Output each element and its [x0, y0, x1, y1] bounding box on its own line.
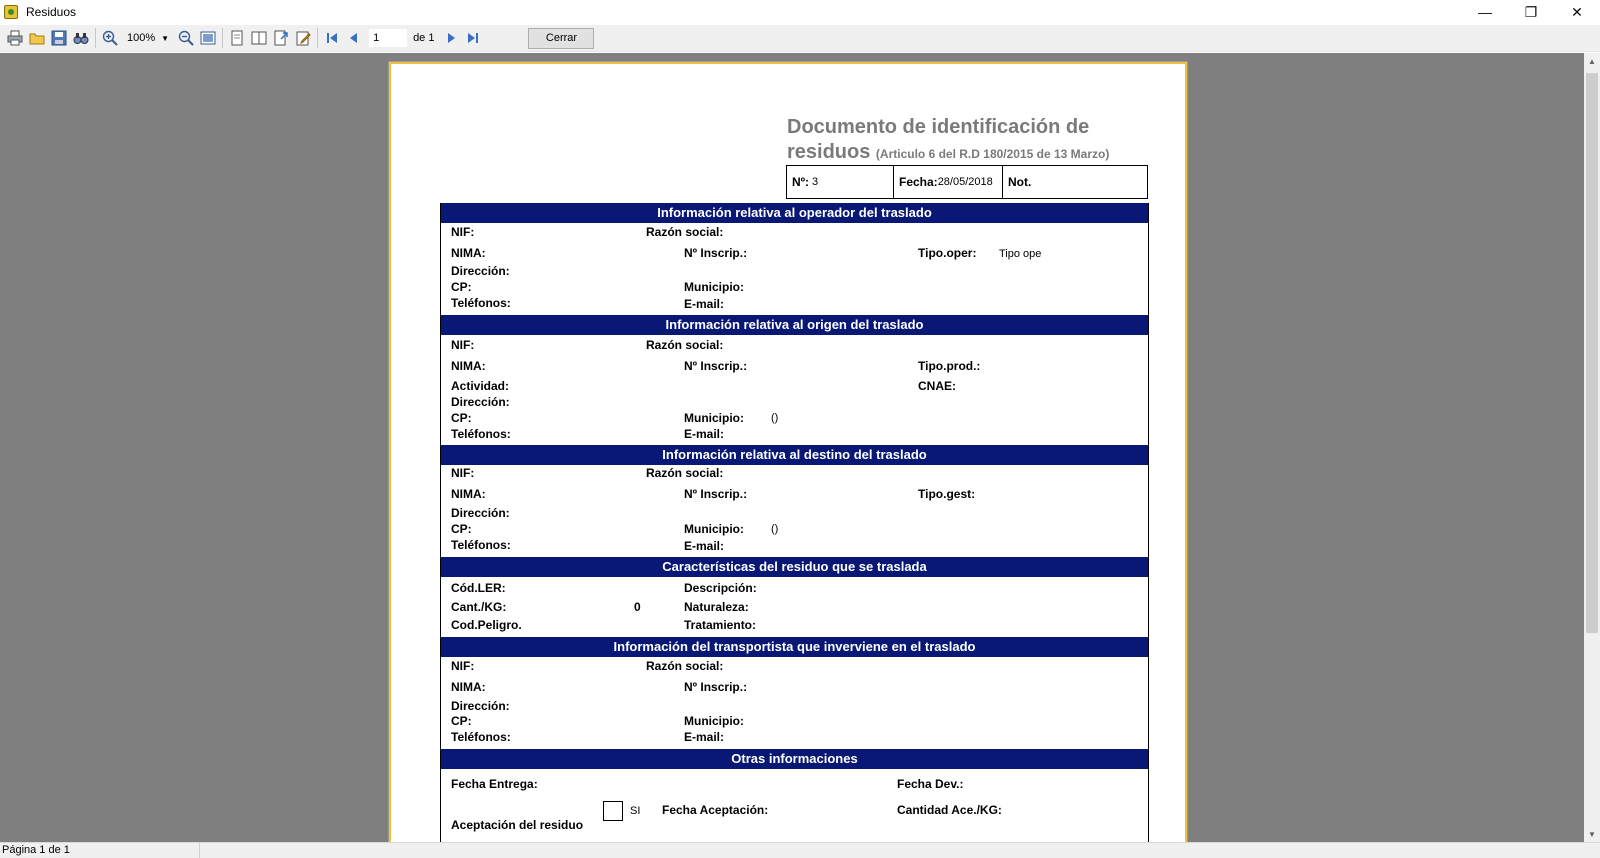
section-title: Información relativa al origen del traslado [441, 315, 1148, 335]
tipo-oper-label: Tipo.oper: [918, 246, 977, 260]
direccion-label: Dirección: [451, 395, 510, 409]
section-title: Otras informaciones [441, 749, 1148, 769]
tipo-oper-value: Tipo ope [999, 248, 1042, 260]
nima-label: NIMA: [451, 246, 486, 260]
restore-button[interactable]: ❐ [1524, 3, 1538, 20]
waste-form [440, 203, 1149, 842]
email-label: E-mail: [684, 730, 725, 744]
telefonos-label: Teléfonos: [451, 538, 511, 552]
not-cell [1003, 166, 1147, 198]
nif-label: NIF: [451, 338, 475, 352]
municipio-label: Municipio: [684, 522, 744, 536]
date-value: 28/05/2018 [937, 176, 993, 188]
fit-page-icon[interactable] [197, 27, 219, 49]
cod-peligro-label: Cod.Peligro. [451, 618, 522, 632]
tipo-prod-label: Tipo.prod.: [918, 359, 981, 373]
not-label: Not. [1008, 175, 1032, 189]
municipio-value: () [771, 523, 779, 535]
section-destino [441, 445, 1148, 557]
inscrip-label: Nº Inscrip.: [684, 680, 748, 694]
nima-label: NIMA: [451, 487, 486, 501]
inscrip-label: Nº Inscrip.: [684, 359, 748, 373]
title-line-2: residuos [787, 141, 871, 163]
municipio-value: () [771, 412, 779, 424]
actividad-label: Actividad: [451, 379, 510, 393]
nif-label: NIF: [451, 659, 475, 673]
cp-label: CP: [451, 522, 472, 536]
toolbar-separator [222, 28, 223, 48]
date-label: Fecha: [899, 175, 938, 189]
next-page-icon[interactable] [440, 27, 462, 49]
fecha-dev-label: Fecha Dev.: [897, 777, 964, 791]
aceptacion-checkbox[interactable] [603, 801, 623, 821]
last-page-icon[interactable] [462, 27, 484, 49]
minimize-button[interactable]: — [1478, 4, 1492, 20]
save-icon[interactable] [48, 27, 70, 49]
scroll-up-icon[interactable]: ▲ [1588, 56, 1596, 66]
municipio-label: Municipio: [684, 411, 744, 425]
nima-label: NIMA: [451, 680, 486, 694]
export-icon[interactable] [270, 27, 292, 49]
print-icon[interactable] [4, 27, 26, 49]
previous-page-icon[interactable] [343, 27, 365, 49]
direccion-label: Dirección: [451, 699, 510, 713]
report-page [389, 62, 1187, 842]
document-title [787, 115, 1167, 167]
page-status: Página 1 de 1 [0, 843, 200, 858]
inscrip-label: Nº Inscrip.: [684, 246, 748, 260]
telefonos-label: Teléfonos: [451, 296, 511, 310]
number-value: 3 [812, 176, 819, 188]
zoom-value: 100% [127, 32, 156, 44]
toolbar-separator [95, 28, 96, 48]
section-title: Información relativa al destino del traslado [441, 445, 1148, 465]
edit-page-icon[interactable] [292, 27, 314, 49]
window-title: Residuos [26, 5, 77, 19]
number-label: Nº: [792, 175, 810, 189]
email-label: E-mail: [684, 539, 725, 553]
telefonos-label: Teléfonos: [451, 427, 511, 441]
section-operador [441, 203, 1148, 315]
two-pages-icon[interactable] [248, 27, 270, 49]
cp-label: CP: [451, 714, 472, 728]
naturaleza-label: Naturaleza: [684, 600, 749, 614]
email-label: E-mail: [684, 297, 725, 311]
document-subtitle: (Articulo 6 del R.D 180/2015 de 13 Marzo) [875, 147, 1110, 161]
scroll-down-icon[interactable]: ▼ [1588, 829, 1596, 839]
section-transportista [441, 637, 1148, 749]
section-title: Información relativa al operador del traslado [441, 203, 1148, 223]
aceptacion-residuo-label: Aceptación del residuo [451, 818, 584, 832]
nima-label: NIMA: [451, 359, 486, 373]
document-header-box [786, 165, 1148, 199]
open-folder-icon[interactable] [26, 27, 48, 49]
find-binoculars-icon[interactable] [70, 27, 92, 49]
razon-social-label: Razón social: [646, 225, 724, 239]
chevron-down-icon: ▼ [161, 33, 170, 43]
razon-social-label: Razón social: [646, 659, 724, 673]
tratamiento-label: Tratamiento: [684, 618, 757, 632]
status-bar [0, 842, 1600, 858]
page-number-input[interactable] [369, 29, 407, 47]
inscrip-label: Nº Inscrip.: [684, 487, 748, 501]
window-controls [1462, 0, 1600, 24]
tipo-gest-label: Tipo.gest: [918, 487, 976, 501]
razon-social-label: Razón social: [646, 338, 724, 352]
nif-label: NIF: [451, 466, 475, 480]
zoom-out-icon[interactable] [175, 27, 197, 49]
cantidad-ace-label: Cantidad Ace./KG: [897, 803, 1002, 817]
municipio-label: Municipio: [684, 280, 744, 294]
preview-area[interactable] [0, 53, 1584, 842]
title-line-1: Documento de identificación de [787, 116, 1090, 138]
cp-label: CP: [451, 280, 472, 294]
nif-label: NIF: [451, 225, 475, 239]
toolbar-separator [317, 28, 318, 48]
title-bar [0, 0, 1600, 24]
toolbar [0, 25, 1600, 52]
telefonos-label: Teléfonos: [451, 730, 511, 744]
descripcion-label: Descripción: [684, 581, 757, 595]
zoom-in-icon[interactable] [99, 27, 121, 49]
section-title: Información del transportista que inverviene en el traslado [441, 637, 1148, 657]
close-window-button[interactable]: ✕ [1571, 3, 1583, 20]
app-icon [4, 5, 18, 19]
section-residuo [441, 557, 1148, 637]
si-label: SI [630, 805, 641, 817]
fecha-entrega-label: Fecha Entrega: [451, 777, 538, 791]
cant-kg-label: Cant./KG: [451, 600, 507, 614]
page-count-label: de 1 [413, 32, 435, 44]
email-label: E-mail: [684, 427, 725, 441]
cp-label: CP: [451, 411, 472, 425]
cnae-label: CNAE: [918, 379, 956, 393]
date-cell [894, 166, 1003, 198]
cant-kg-value: 0 [634, 600, 641, 614]
close-button[interactable]: Cerrar [528, 28, 594, 49]
scroll-thumb[interactable] [1586, 73, 1598, 633]
direccion-label: Dirección: [451, 506, 510, 520]
single-page-icon[interactable] [226, 27, 248, 49]
vertical-scrollbar[interactable] [1584, 53, 1600, 842]
section-title: Características del residuo que se traslada [441, 557, 1148, 577]
cod-ler-label: Cód.LER: [451, 581, 506, 595]
razon-social-label: Razón social: [646, 466, 724, 480]
section-origen [441, 315, 1148, 445]
direccion-label: Dirección: [451, 264, 510, 278]
first-page-icon[interactable] [321, 27, 343, 49]
municipio-label: Municipio: [684, 714, 744, 728]
zoom-select[interactable] [127, 32, 169, 44]
fecha-aceptacion-label: Fecha Aceptación: [662, 803, 769, 817]
section-otras [441, 749, 1148, 842]
number-cell [787, 166, 894, 198]
